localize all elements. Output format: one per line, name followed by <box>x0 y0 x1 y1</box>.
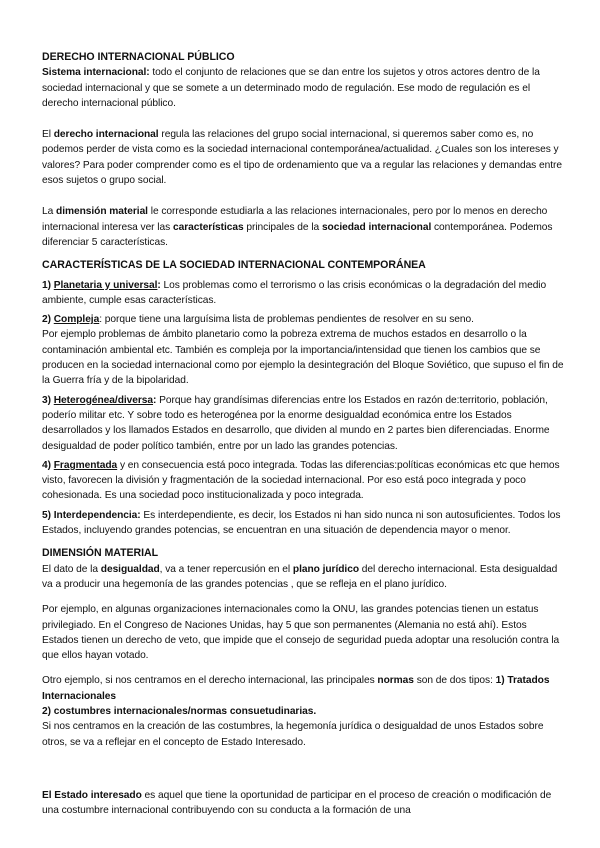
desigualdad-mid: , va a tener repercusión en el <box>159 563 293 575</box>
characteristic-text: Es interdependiente, es decir, los Estados ni han sido nunca ni son autosuficientes. Todos los Estados, incluyendo grandes potencias, se encuentran en una situación de dependencia mayor o menor. <box>42 509 561 537</box>
estado-interesado-term: El Estado interesado <box>42 789 142 801</box>
derecho-pre: El <box>42 129 54 141</box>
characteristic-term: Planetaria y universal <box>53 279 158 291</box>
normas-item-2: 2) costumbres internacionales/normas consuetudinarias. <box>42 705 317 717</box>
normas-pre: Otro ejemplo, si nos centramos en el derecho internacional, las principales <box>42 675 378 687</box>
onu-paragraph: Por ejemplo, en algunas organizaciones internacionales como la ONU, las grandes potencias tienen un estatus privilegiado. En el Congreso de Naciones Unidas, hay 5 que son permanentes (Alemania no está ahí). Estos Estados tienen un derecho de veto, que impide que el consejo de seguridad pueda adoptar una resolución contra la que ellos hayan votado. <box>42 604 560 662</box>
characteristic-2 <box>42 312 564 327</box>
dimension-post: contemporánea. Podemos diferenciar 5 características. <box>42 221 553 248</box>
document-title: DERECHO INTERNACIONAL PÚBLICO <box>42 51 235 63</box>
section-heading-caracteristicas: CARACTERÍSTICAS DE LA SOCIEDAD INTERNACIONAL CONTEMPORÁNEA <box>42 259 426 272</box>
characteristic-colon: : <box>153 394 157 406</box>
dimension-mid: le corresponde estudiarla a las relaciones internacionales, pero por lo menos en derecho internacional interesa ver las <box>42 206 548 233</box>
characteristic-number: 5) <box>42 509 54 521</box>
characteristic-term: Fragmentada <box>53 459 118 471</box>
derecho-text: regula las relaciones del grupo social internacional, si queremos saber como es, no podemos perder de vista como es la sociedad internacional contemporánea/actualidad. ¿Cuales son los intereses y valores? Para poder comprender como es el tipo de ordenamiento que va a regular las relaciones y demandas entre esos sujetos o grupo social. <box>42 129 562 187</box>
dimension-mid2: principales de la <box>243 221 322 233</box>
estado-interesado-text: es aquel que tiene la oportunidad de participar en el proceso de creación o modificación de una costumbre internacional contribuyendo con su conducta a la formación de una <box>42 789 552 817</box>
normas-post: Si nos centramos en la creación de las costumbres, la hegemonía jurídica o desigualdad de unos Estados sobre otros, se va a reflejar en el concepto de Estado Interesado. <box>42 721 544 748</box>
normas-item-2-line <box>42 704 564 719</box>
dimension-term2: características <box>172 221 244 233</box>
desigualdad-post: del derecho internacional. Esta desigualdad va a producir una hegemonía de las grandes potencias , que se refleja en el plano jurídico. <box>42 563 558 590</box>
desigualdad-pre: El dato de la <box>42 563 101 575</box>
characteristic-term: Compleja <box>53 314 100 326</box>
desigualdad-term: desigualdad <box>100 563 160 575</box>
characteristic-text: y en consecuencia está poco integrada. Todas las diferencias:políticas económicas etc que hemos visto, favorecen la división y fragmentación de la sociedad internacional. Por eso está poco integrada y poco cohesionada. Es una sociedad poco institucionalizada y poco integrada. <box>42 459 560 502</box>
desigualdad-paragraph <box>42 562 564 593</box>
characteristic-text: : porque tiene una larguísima lista de problemas pendientes de resolver en su seno. <box>99 314 474 326</box>
characteristic-term: Heterogénea/diversa <box>53 394 154 406</box>
characteristic-term: Interdependencia: <box>53 509 141 521</box>
intro-text: todo el conjunto de relaciones que se dan entre los sujetos y otros actores dentro de la sociedad internacional y que se somete a un determinado modo de regulación. Ese modo de regulación es el derecho internacional público. <box>42 67 540 109</box>
dimension-paragraph <box>42 204 564 250</box>
characteristic-number: 2) <box>42 314 54 326</box>
normas-term: normas <box>377 675 414 687</box>
characteristic-colon: : <box>157 279 161 291</box>
dimension-term3: sociedad internacional <box>321 221 432 233</box>
characteristic-number: 4) <box>42 459 54 471</box>
desigualdad-term2: plano jurídico <box>292 563 359 575</box>
characteristic-number: 1) <box>42 279 54 291</box>
characteristic-5 <box>42 508 564 539</box>
document-page <box>42 50 564 818</box>
characteristic-3 <box>42 393 564 454</box>
characteristic-4 <box>42 458 564 504</box>
characteristic-text: Porque hay grandísimas diferencias entre los Estados en razón de:territorio, población, poderío militar etc. Y sobre todo es heterogénea por la enorme desigualdad económica entre los Estados desarrollados y los llamados Estados en desarrollo, que dividen al mundo en 2 partes bien diferenciadas. Enorme desigualdad de poder político también, entre por un lado las grandes potencias. <box>42 394 550 452</box>
section-heading-dimension-material: DIMENSIÓN MATERIAL <box>42 547 159 560</box>
normas-mid: son de dos tipos: <box>413 675 496 687</box>
characteristic-text: Los problemas como el terrorismo o las crisis económicas o la degradación del medio ambiente, cumple esas características. <box>42 279 547 306</box>
intro-term: Sistema internacional: <box>42 67 150 79</box>
dimension-term: dimensión material <box>56 206 148 218</box>
characteristic-number: 3) <box>42 394 54 406</box>
normas-item-1: 1) Tratados Internacionales <box>42 675 550 702</box>
estado-interesado-paragraph <box>42 788 564 819</box>
derecho-term: derecho internacional <box>53 129 159 141</box>
normas-paragraph <box>42 673 564 704</box>
dimension-pre: La <box>42 206 57 218</box>
characteristic-1 <box>42 278 564 309</box>
derecho-paragraph <box>42 127 564 188</box>
intro-paragraph <box>42 65 564 111</box>
characteristic-2-extra: Por ejemplo problemas de ámbito planetario como la pobreza extrema de muchos estados en desarrollo o la contaminación ambiental etc. También es compleja por la importancia/intensidad que tienen los cambios que se producen en la sociedad internacional como por ejemplo la desintegración del Bloque Soviético, que supuso el fin de la Guerra fría y de la bipolaridad. <box>42 329 564 387</box>
